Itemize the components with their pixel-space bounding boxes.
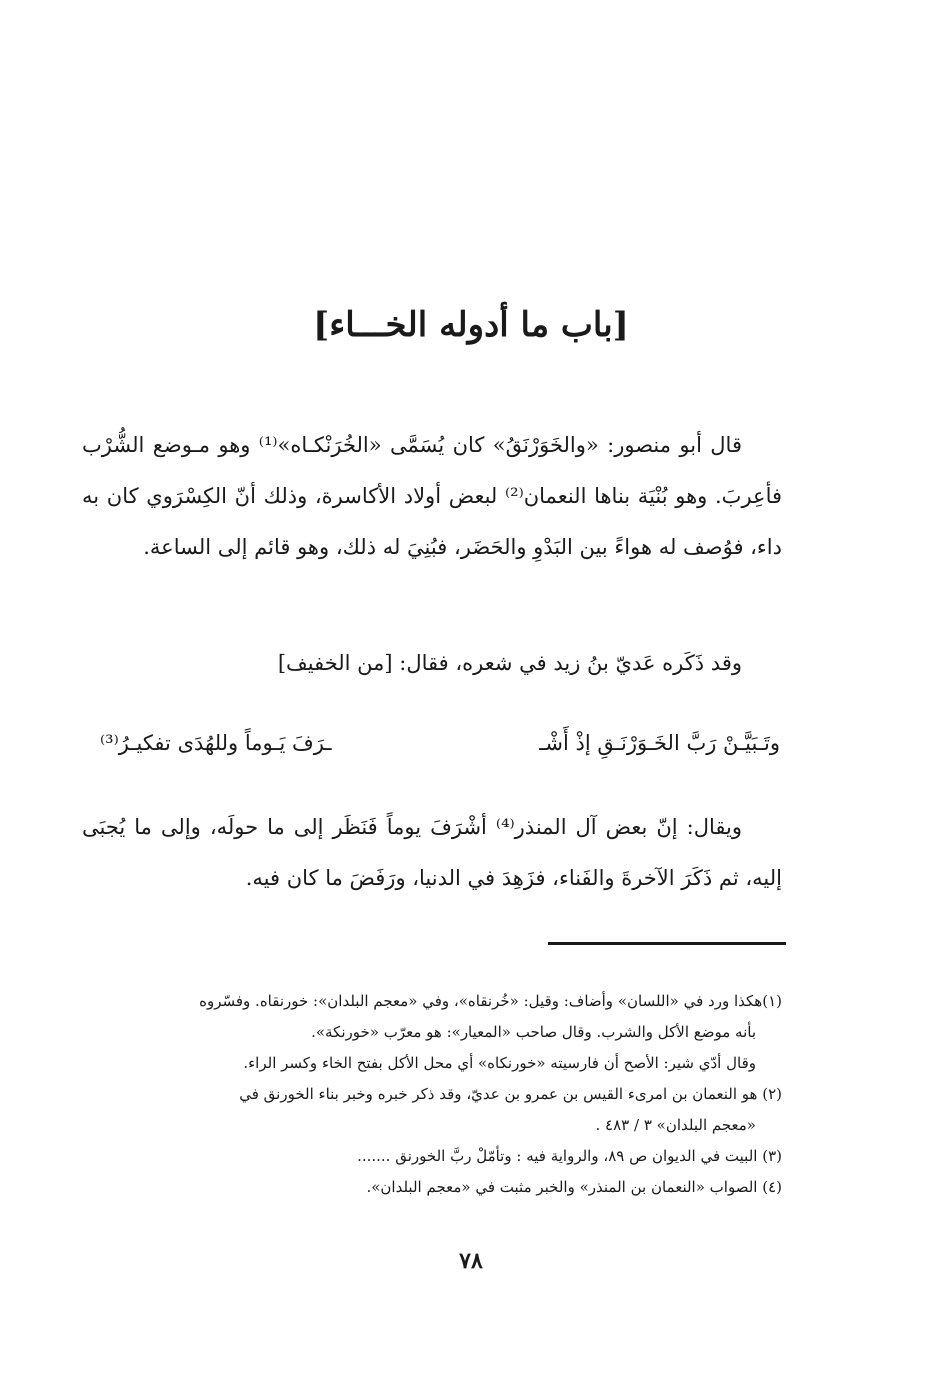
footnote-line: بأنه موضع الأكل والشرب. وقال صاحب «المعيار»: هو معرّب «خورنكة». (311, 1023, 756, 1041)
footnote-line: (٢) هو النعمان بن امرىء القيس بن عمرو بن عديّ، وقد ذكر خبره وخبر بناء الخورنق في (239, 1085, 782, 1103)
verse-second-hemistich: ـرَفَ يَـوماً وللهُدَى تفكيـرُ⁽³⁾ (100, 731, 332, 755)
poetry-verse (100, 718, 780, 768)
footnotes (82, 986, 782, 1203)
paragraph-text: ويقال: إنّ بعض آل المنذر⁽⁴⁾ أشْرَفَ يوماً فَنَظَر إلى ما حولَه، وإلى ما يُجبَى إليه، ثم ذَكَرَ الآخرةَ والفَناء، فزَهِدَ في الدنيا، ورَفَضَ ما كان فيه. (82, 815, 782, 890)
footnote-line: «معجم البلدان» ٣ / ٤٨٣ . (595, 1116, 756, 1134)
paragraph-verse-intro (82, 638, 782, 689)
footnote-divider (548, 942, 786, 945)
paragraph-text: وقد ذَكَره عَديّ بنُ زيد في شعره، فقال: [من الخفيف] (277, 651, 742, 675)
paragraph-mundhir (82, 802, 782, 904)
verse-first-hemistich: وتَـبَيَّـنْ رَبَّ الخَـوَرْنَـقِ إذْ أَشْـ (539, 731, 780, 755)
paragraph-text: قال أبو منصور: «والخَوَرْنَقُ» كان يُسَمَّى «الخُرَنْكـاه»⁽¹⁾ وهو مـوضع الشُّرْب فأعِربَ. وهو بُنْيَة بناها النعمان⁽²⁾ لبعض أولاد الأكاسرة، وذلك أنّ الكِسْرَوي كان به داء، فوُصف له هواءً بين البَدْوِ والحَضَر، فبُنِيَ له ذلك، وهو قائم إلى الساعة. (82, 433, 783, 559)
footnote-line: وقال أدّي شير: الأصح أن فارسيته «خورنكاه» أي محل الأكل بفتح الخاء وكسر الراء. (243, 1054, 756, 1072)
page-number: ٧٨ (459, 1248, 483, 1274)
chapter-title: [باب ما أدوله الخـــاء] (313, 305, 629, 345)
footnote-line: (٤) الصواب «النعمان بن المنذر» والخبر مثبت في «معجم البلدان». (366, 1178, 782, 1196)
footnote-line: (١)هكذا ورد في «اللسان» وأضاف: وقيل: «خُرنقاه»، وفي «معجم البلدان»: خورنقاه. وفسّروه (199, 992, 782, 1010)
paragraph-khawarnaq (82, 420, 782, 573)
footnote-line: (٣) البيت في الديوان ص ٨٩، والرواية فيه : وتأمّلْ ربَّ الخورنق ....... (357, 1147, 782, 1165)
